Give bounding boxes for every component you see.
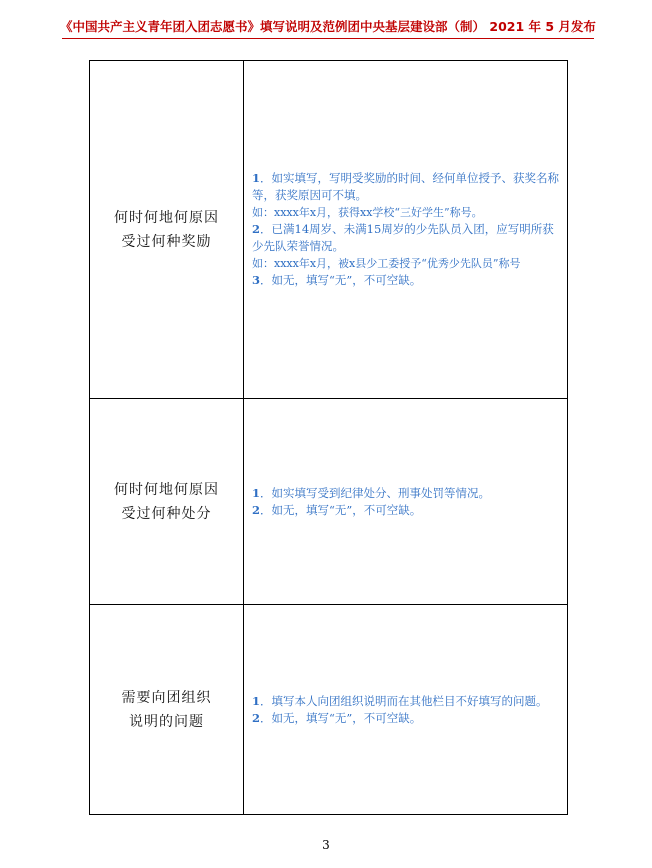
item-text: ．如实填写受到纪律处分、刑事处罚等情况。	[260, 485, 491, 500]
item-number: 2	[252, 502, 261, 517]
page-number: 3	[322, 838, 330, 852]
rewards-instructions	[244, 61, 568, 399]
item-number: 1	[252, 693, 261, 708]
page-header	[60, 17, 596, 35]
item-number: 3	[252, 273, 261, 287]
issues-label: 需要向团组织 说明的问题	[90, 605, 244, 815]
document-title: 《中国共产主义青年团入团志愿书》填写说明及范例	[60, 19, 348, 34]
example-line: 如：xxxx年x月，被x县少工委授予“优秀少先队员”称号	[252, 257, 521, 270]
item-number: 2	[252, 222, 261, 236]
instruction-item	[252, 710, 559, 727]
issuer-text: 团中央基层建设部（制） 2021 年 5 月发布	[347, 19, 596, 34]
item-text: ．如无，填写“无”，不可空缺。	[260, 710, 422, 725]
form-table	[89, 60, 568, 815]
item-text: ．已满14周岁、未满15周岁的少先队员入团，应写明所获少先队荣誉情况。	[252, 222, 554, 253]
item-number: 2	[252, 710, 261, 725]
instruction-item	[252, 693, 559, 710]
item-text: ．填写本人向团组织说明而在其他栏目不好填写的问题。	[260, 693, 548, 708]
punishments-instructions	[244, 399, 568, 605]
example-line: 如：xxxx年x月，获得xx学校“三好学生”称号。	[252, 206, 483, 219]
item-text: ．如实填写，写明受奖励的时间、经何单位授予、获奖名称等，获奖原因可不填。	[252, 171, 560, 202]
table-row-issues	[90, 605, 568, 815]
issues-instructions	[244, 605, 568, 815]
instruction-item	[252, 221, 559, 255]
table-row-rewards	[90, 61, 568, 399]
item-number: 1	[252, 485, 261, 500]
table-row-punishments	[90, 399, 568, 605]
punishments-label: 何时何地何原因 受过何种处分	[90, 399, 244, 605]
item-text: ．如无，填写“无”，不可空缺。	[260, 502, 422, 517]
item-text: ．如无，填写“无”，不可空缺。	[260, 273, 422, 287]
instruction-item	[252, 170, 559, 204]
instruction-item	[252, 272, 559, 289]
item-number: 1	[252, 171, 261, 185]
instruction-item	[252, 485, 559, 502]
header-divider	[62, 38, 594, 39]
instruction-item	[252, 502, 559, 519]
rewards-label: 何时何地何原因 受过何种奖励	[90, 61, 244, 399]
